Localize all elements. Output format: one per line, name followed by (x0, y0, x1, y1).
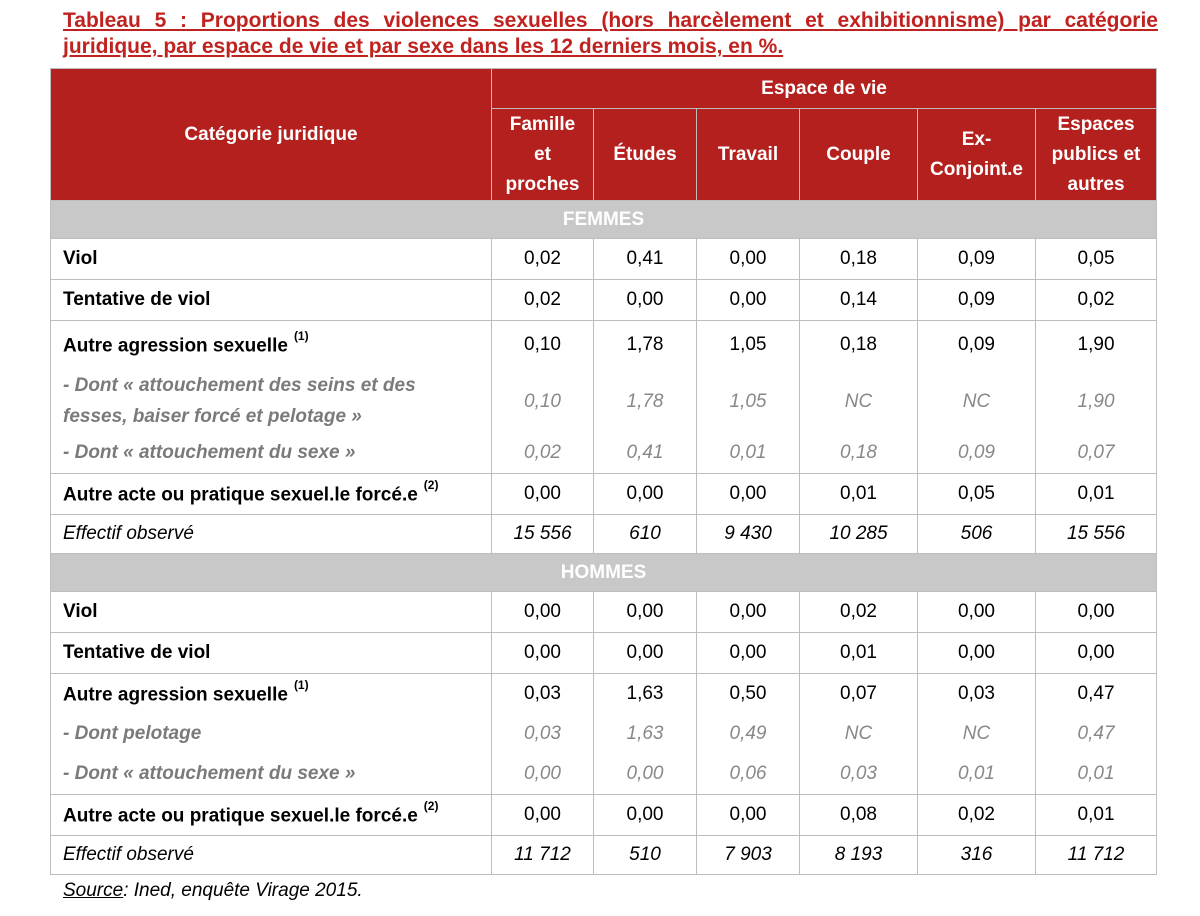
row-label: Tentative de viol (51, 280, 492, 321)
cell: 0,02 (492, 280, 594, 321)
table-row (51, 795, 1157, 836)
cell: 1,05 (697, 321, 800, 370)
table-row (51, 592, 1157, 633)
row-label: - Dont « attouchement des seins et des fesses, baiser forcé et pelotage » (51, 369, 492, 433)
cell: 7 903 (697, 836, 800, 875)
cell: 15 556 (1036, 515, 1157, 554)
cell: 15 556 (492, 515, 594, 554)
cell: 0,18 (800, 321, 918, 370)
cell: 0,47 (1036, 714, 1157, 754)
table-row (51, 714, 1157, 754)
cell: 11 712 (492, 836, 594, 875)
cell: 0,00 (594, 754, 697, 795)
row-label (51, 795, 492, 836)
cell: 0,00 (918, 633, 1036, 674)
cell: 0,00 (697, 239, 800, 280)
table-caption: Tableau 5 : Proportions des violences sexuelles (hors harcèlement et exhibitionnisme) par catégorie juridique, par espace de vie et par sexe dans les 12 derniers mois, en %. (63, 9, 1158, 58)
cell: 0,00 (594, 633, 697, 674)
cell: 0,03 (492, 674, 594, 715)
cell: 0,00 (594, 474, 697, 515)
cell: NC (800, 714, 918, 754)
cell: 0,05 (918, 474, 1036, 515)
cell: 506 (918, 515, 1036, 554)
cell: 0,00 (492, 474, 594, 515)
table-row (51, 433, 1157, 474)
header-category: Catégorie juridique (51, 69, 492, 201)
cell: 0,01 (918, 754, 1036, 795)
cell: 0,02 (492, 433, 594, 474)
section-femmes: FEMMES (51, 201, 1157, 239)
cell: 0,00 (492, 795, 594, 836)
cell: 0,02 (918, 795, 1036, 836)
cell: 0,09 (918, 239, 1036, 280)
row-label: - Dont « attouchement du sexe » (51, 754, 492, 795)
source-note (63, 880, 363, 902)
cell: NC (918, 714, 1036, 754)
cell: 0,18 (800, 433, 918, 474)
cell: 0,00 (697, 633, 800, 674)
table-row (51, 474, 1157, 515)
table-row (51, 369, 1157, 433)
row-label: Tentative de viol (51, 633, 492, 674)
cell: 610 (594, 515, 697, 554)
cell: 1,78 (594, 369, 697, 433)
cell: 0,01 (1036, 795, 1157, 836)
cell: 0,00 (697, 474, 800, 515)
col-header: Travail (697, 109, 800, 201)
cell: 10 285 (800, 515, 918, 554)
cell: 0,41 (594, 239, 697, 280)
col-header: Études (594, 109, 697, 201)
row-label (51, 321, 492, 370)
cell: 0,50 (697, 674, 800, 715)
cell: 0,41 (594, 433, 697, 474)
source-text: : Ined, enquête Virage 2015. (123, 880, 363, 901)
cell: 0,00 (1036, 592, 1157, 633)
cell: 0,09 (918, 433, 1036, 474)
cell: 0,08 (800, 795, 918, 836)
source-label: Source (63, 880, 124, 901)
cell: 0,00 (594, 280, 697, 321)
cell: 0,02 (800, 592, 918, 633)
cell: 8 193 (800, 836, 918, 875)
cell: 0,00 (918, 592, 1036, 633)
cell: 0,05 (1036, 239, 1157, 280)
cell: 510 (594, 836, 697, 875)
row-label: Viol (51, 592, 492, 633)
table-row (51, 515, 1157, 554)
row-label: - Dont pelotage (51, 714, 492, 754)
cell: 0,09 (918, 321, 1036, 370)
section-hommes: HOMMES (51, 554, 1157, 592)
footnote-ref: (2) (423, 798, 439, 813)
footnote-ref: (2) (423, 477, 439, 492)
cell: 0,00 (492, 592, 594, 633)
footnote-ref: (1) (293, 328, 309, 343)
cell: 0,03 (492, 714, 594, 754)
cell: 0,14 (800, 280, 918, 321)
cell: 0,10 (492, 369, 594, 433)
cell: 0,01 (800, 474, 918, 515)
cell: 0,06 (697, 754, 800, 795)
cell: NC (800, 369, 918, 433)
cell: 0,10 (492, 321, 594, 370)
header-group: Espace de vie (492, 69, 1157, 109)
cell: 0,00 (1036, 633, 1157, 674)
cell: 1,78 (594, 321, 697, 370)
cell: 0,00 (594, 592, 697, 633)
cell: 1,63 (594, 714, 697, 754)
row-label: - Dont « attouchement du sexe » (51, 433, 492, 474)
table-row (51, 239, 1157, 280)
table-row (51, 836, 1157, 875)
col-header: Espaces publics et autres (1036, 109, 1157, 201)
row-label-text: Autre acte ou pratique sexuel.le forcé.e (63, 484, 418, 506)
cell: 0,49 (697, 714, 800, 754)
cell: 0,07 (1036, 433, 1157, 474)
cell: 0,00 (594, 795, 697, 836)
cell: 0,47 (1036, 674, 1157, 715)
cell: 0,07 (800, 674, 918, 715)
cell: 0,18 (800, 239, 918, 280)
cell: 1,90 (1036, 321, 1157, 370)
row-label (51, 674, 492, 715)
cell: 0,01 (800, 633, 918, 674)
footnote-ref: (1) (293, 677, 309, 692)
cell: 0,00 (492, 633, 594, 674)
table-row (51, 280, 1157, 321)
row-label-text: Autre agression sexuelle (63, 335, 288, 357)
table-row (51, 321, 1157, 370)
cell: 9 430 (697, 515, 800, 554)
cell: 0,01 (697, 433, 800, 474)
cell: 316 (918, 836, 1036, 875)
cell: 0,09 (918, 280, 1036, 321)
cell: 0,00 (697, 795, 800, 836)
table-row (51, 633, 1157, 674)
cell: 0,01 (1036, 754, 1157, 795)
cell: 1,63 (594, 674, 697, 715)
row-label: Effectif observé (51, 515, 492, 554)
cell: 1,05 (697, 369, 800, 433)
row-label-text: Autre acte ou pratique sexuel.le forcé.e (63, 805, 418, 827)
col-header: Famille et proches (492, 109, 594, 201)
cell: 0,00 (697, 280, 800, 321)
cell: 0,00 (697, 592, 800, 633)
table-row (51, 754, 1157, 795)
cell: 0,02 (492, 239, 594, 280)
col-header: Ex-Conjoint.e (918, 109, 1036, 201)
cell: 11 712 (1036, 836, 1157, 875)
cell: 1,90 (1036, 369, 1157, 433)
row-label (51, 474, 492, 515)
cell: 0,03 (800, 754, 918, 795)
cell: 0,02 (1036, 280, 1157, 321)
cell: 0,03 (918, 674, 1036, 715)
col-header: Couple (800, 109, 918, 201)
table-row (51, 674, 1157, 715)
cell: NC (918, 369, 1036, 433)
cell: 0,00 (492, 754, 594, 795)
data-table (50, 68, 1157, 875)
cell: 0,01 (1036, 474, 1157, 515)
row-label: Viol (51, 239, 492, 280)
row-label: Effectif observé (51, 836, 492, 875)
row-label-text: Autre agression sexuelle (63, 684, 288, 706)
